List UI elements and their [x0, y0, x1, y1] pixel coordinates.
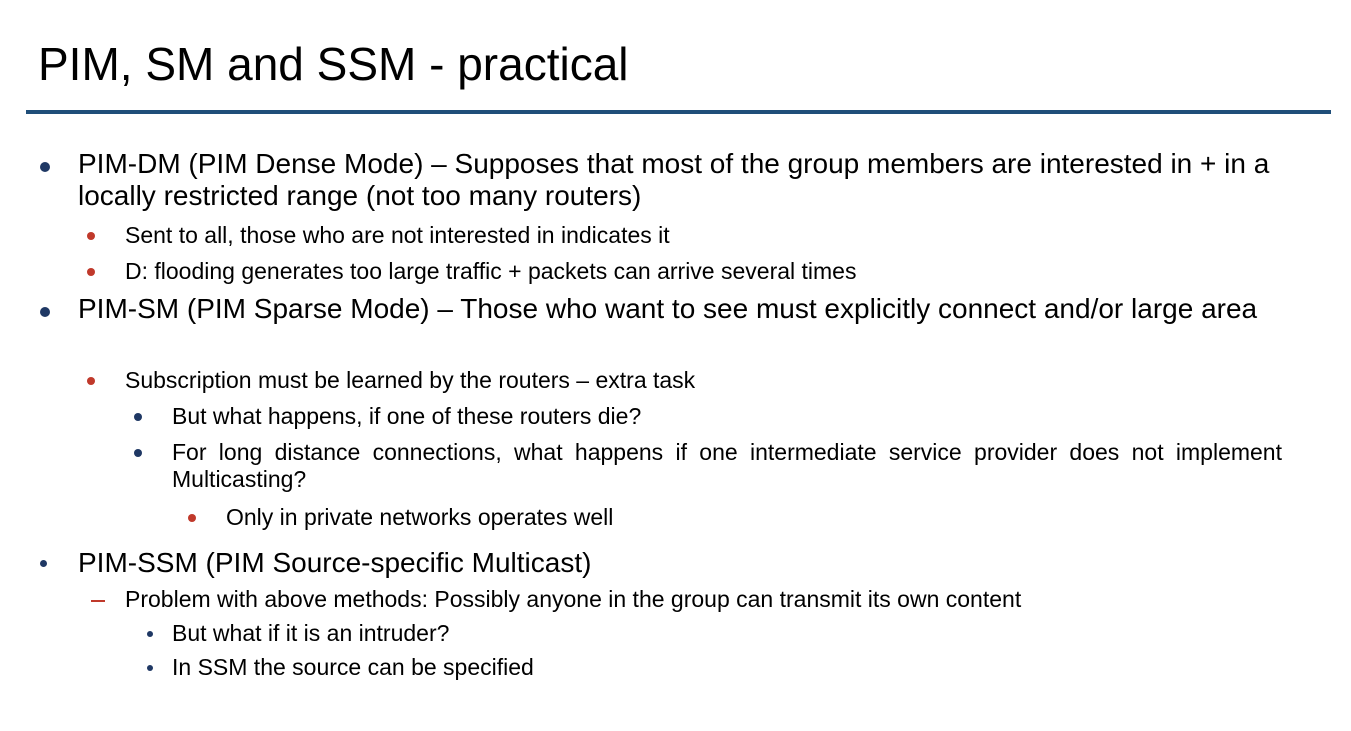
sub-sub-bullet-ssm-1: But what if it is an intruder?	[172, 620, 450, 646]
sub-bullet-ssm-1: Problem with above methods: Possibly anyone in the group can transmit its own content	[125, 586, 1022, 612]
sub-sub-bullet-sm-2: For long distance connections, what happens if one intermediate service provider does not implement Multicasting?	[172, 439, 1282, 492]
title-underline	[26, 110, 1331, 114]
sub-sub-sub-bullet-sm: Only in private networks operates well	[226, 504, 614, 530]
bullet-dot-sm-1	[87, 377, 95, 385]
bullet-dot-ssm-1-1	[147, 631, 153, 637]
slide-title: PIM, SM and SSM - practical	[38, 38, 629, 90]
bullet-dot-dm-1	[87, 232, 95, 240]
bullet-pim-dm: PIM-DM (PIM Dense Mode) – Supposes that most of the group members are interested in + in a locally restricted range (not too many routers)	[78, 148, 1270, 211]
bullet-dot-ssm-1-2	[147, 665, 153, 671]
bullet-pim-ssm: PIM-SSM (PIM Source-specific Multicast)	[78, 547, 592, 578]
sub-sub-bullet-ssm-2: In SSM the source can be specified	[172, 654, 534, 680]
bullet-dot-ssm	[40, 560, 47, 567]
sub-bullet-dm-2: D: flooding generates too large traffic + packets can arrive several times	[125, 258, 857, 284]
bullet-pim-sm: PIM-SM (PIM Sparse Mode) – Those who want to see must explicitly connect and/or large area	[78, 293, 1258, 324]
bullet-dot-sm-1-1	[134, 413, 142, 421]
bullet-dot-sm-1-2	[134, 449, 142, 457]
sub-bullet-dm-1: Sent to all, those who are not interested in indicates it	[125, 222, 670, 248]
sub-bullet-sm-1: Subscription must be learned by the routers – extra task	[125, 367, 696, 393]
bullet-dot-sm	[40, 307, 50, 317]
sub-sub-bullet-sm-1: But what happens, if one of these routers die?	[172, 403, 642, 429]
bullet-dot-dm-2	[87, 268, 95, 276]
bullet-dash-ssm-1	[91, 600, 105, 602]
bullet-dot-dm	[40, 162, 50, 172]
bullet-dot-sm-1-2-1	[188, 514, 196, 522]
